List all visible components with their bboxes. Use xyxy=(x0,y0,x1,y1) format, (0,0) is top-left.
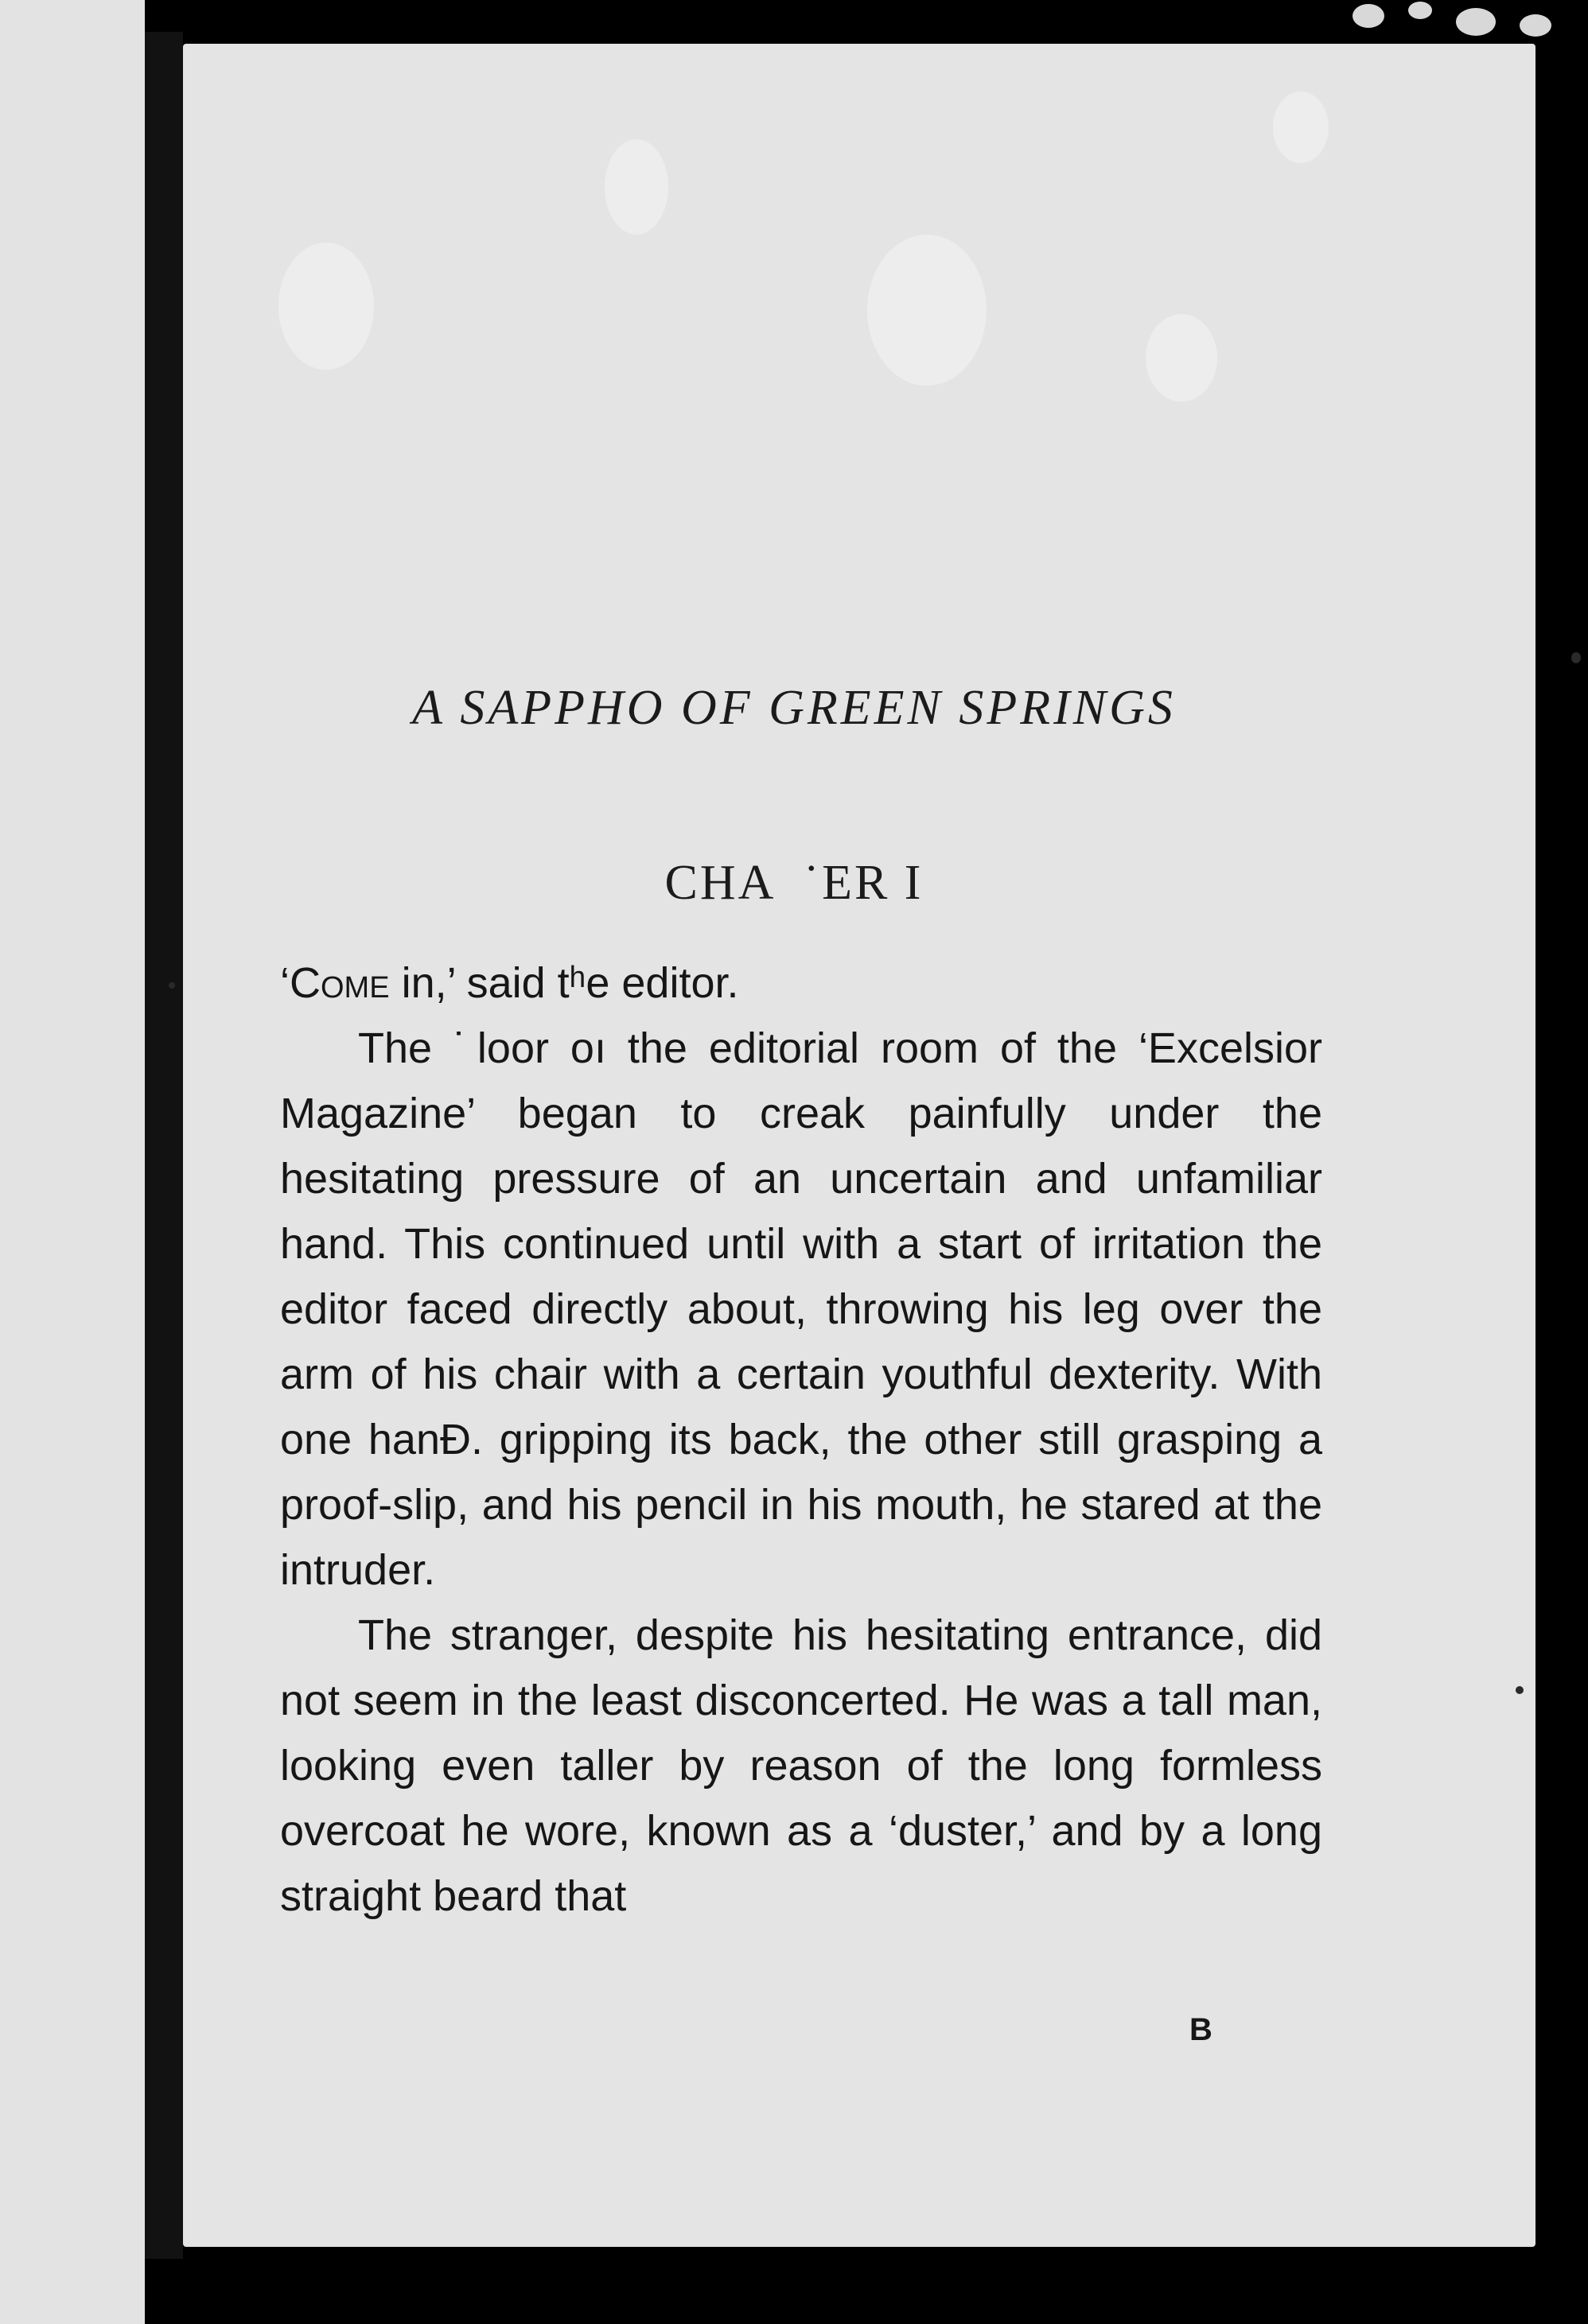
paragraph-2-text: The ˙loor oı the editorial room of the ‘Excelsior Magazine’ began to creak painfully under the hesitating pressure of an uncertain and unfamiliar hand. This continued until with a start of irritation the editor faced directly about, throwing his leg over the arm of his chair with a certain youthful dexterity. With one hanƉ. gripping its back, the other still grasping a proof-slip, and his pencil in his mouth, he stared at the intruder. xyxy=(280,1024,1322,1594)
paragraph-1-text: in,’ said tʰe editor. xyxy=(389,959,739,1007)
scan-corner-damage xyxy=(1337,0,1588,48)
paragraph-2 xyxy=(280,1016,1322,1603)
paragraph-1 xyxy=(280,950,1322,1016)
scan-speck xyxy=(1516,1686,1524,1694)
scan-speck xyxy=(1571,652,1581,663)
facing-page-edge xyxy=(0,0,145,2324)
paragraph-3-text: The stranger, despite his hesitating entrance, did not seem in the least disconcerted. He was a tall man, looking even taller by reason of the long formless overcoat he wore, known as a ‘duster,’ and by a long straight beard that xyxy=(280,1611,1322,1920)
paragraph-3 xyxy=(280,1603,1322,1929)
paragraph-1-lead: ‘Come xyxy=(280,959,390,1007)
scan-speck xyxy=(169,982,175,989)
chapter-heading: CHA ˙ER I xyxy=(664,856,924,910)
signature-mark: B xyxy=(1189,2012,1212,2047)
body-text xyxy=(280,950,1322,1929)
running-title: A SAPPHO OF GREEN SPRINGS xyxy=(412,681,1176,735)
binding-gutter xyxy=(145,32,183,2259)
